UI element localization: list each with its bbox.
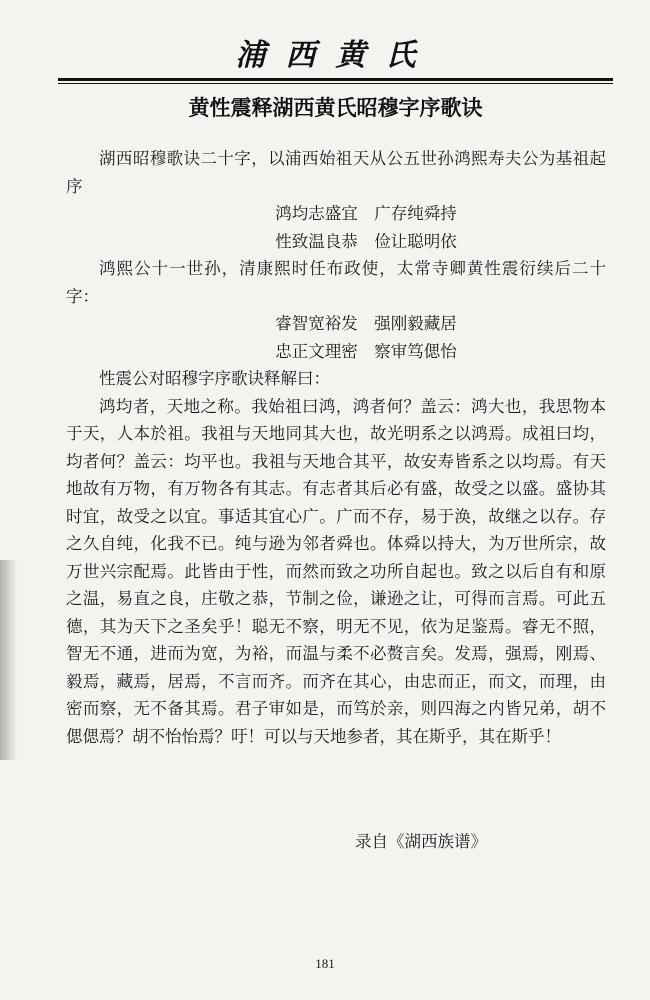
header-rule-thick xyxy=(58,78,613,81)
running-head-text: 浦西黄氏 xyxy=(235,38,436,73)
scan-shadow xyxy=(0,560,18,760)
verse1-line2: 性致温良恭 俭让聪明依 xyxy=(275,231,457,251)
page-number: 181 xyxy=(315,956,335,971)
header-rule-thin xyxy=(58,83,613,84)
running-head xyxy=(58,36,613,76)
third-paragraph: 性震公对昭穆字序歌诀释解曰： xyxy=(99,369,330,388)
article-body xyxy=(66,145,606,750)
verse1-line1: 鸿均志盛宜 广存纯舜持 xyxy=(275,204,457,223)
explanation-paragraph: 鸿均者，天地之称。我始祖曰鸿，鸿者何？盖云：鸿大也，我思物本于天，人本於祖。我祖与天地同其大也，故光明系之以鸿焉。成祖曰均，均者何？盖云：均平也。我祖与天地合其平，故安寿皆系之以均焉。有天地故有万物，有万物各有其志。有志者其后必有盛，故受之以盛。盛协其时宜，故受之以宜。事适其宜心广。广而不存，易于涣，故继之以存。存之久自纯，化我不已。纯与逊为邻者舜也。体舜以持大，为万世所宗，故万世兴宗配焉。此皆由于性，而然而致之功所自起也。致之以后自有和原之温，易直之良，庄敬之恭，节制之俭，谦逊之让，可得而言焉。可此五德，其为天下之圣矣乎！聪无不察，明无不见，依为足鉴焉。睿无不照，智无不通，进而为宽，为裕，而温与柔不必赘言矣。发焉，强焉，刚焉、毅焉，藏焉，居焉，不言而齐。而齐在其心，由忠而正，而文，而理，由密而察，无不备其焉。君子审如是，而笃於亲，则四海之内皆兄弟，胡不偲偲焉？胡不怡怡焉？吁！可以与天地参者，其在斯乎，其在斯乎！ xyxy=(66,396,606,746)
verse2-line1: 睿智宽裕发 强刚毅藏居 xyxy=(275,314,457,333)
source-signoff: 录自《湖西族谱》 xyxy=(355,832,487,851)
verse2-line2: 忠正文理密 察审笃偲怡 xyxy=(275,341,457,361)
article-title: 黄性震释湖西黄氏昭穆字序歌诀 xyxy=(188,96,483,120)
second-paragraph: 鸿熙公十一世孙，清康熙时任布政使，太常寺卿黄性震衍续后二十字： xyxy=(66,259,606,306)
intro-paragraph: 湖西昭穆歌诀二十字，以浦西始祖天从公五世孙鸿熙寿夫公为基祖起序 xyxy=(66,149,606,196)
